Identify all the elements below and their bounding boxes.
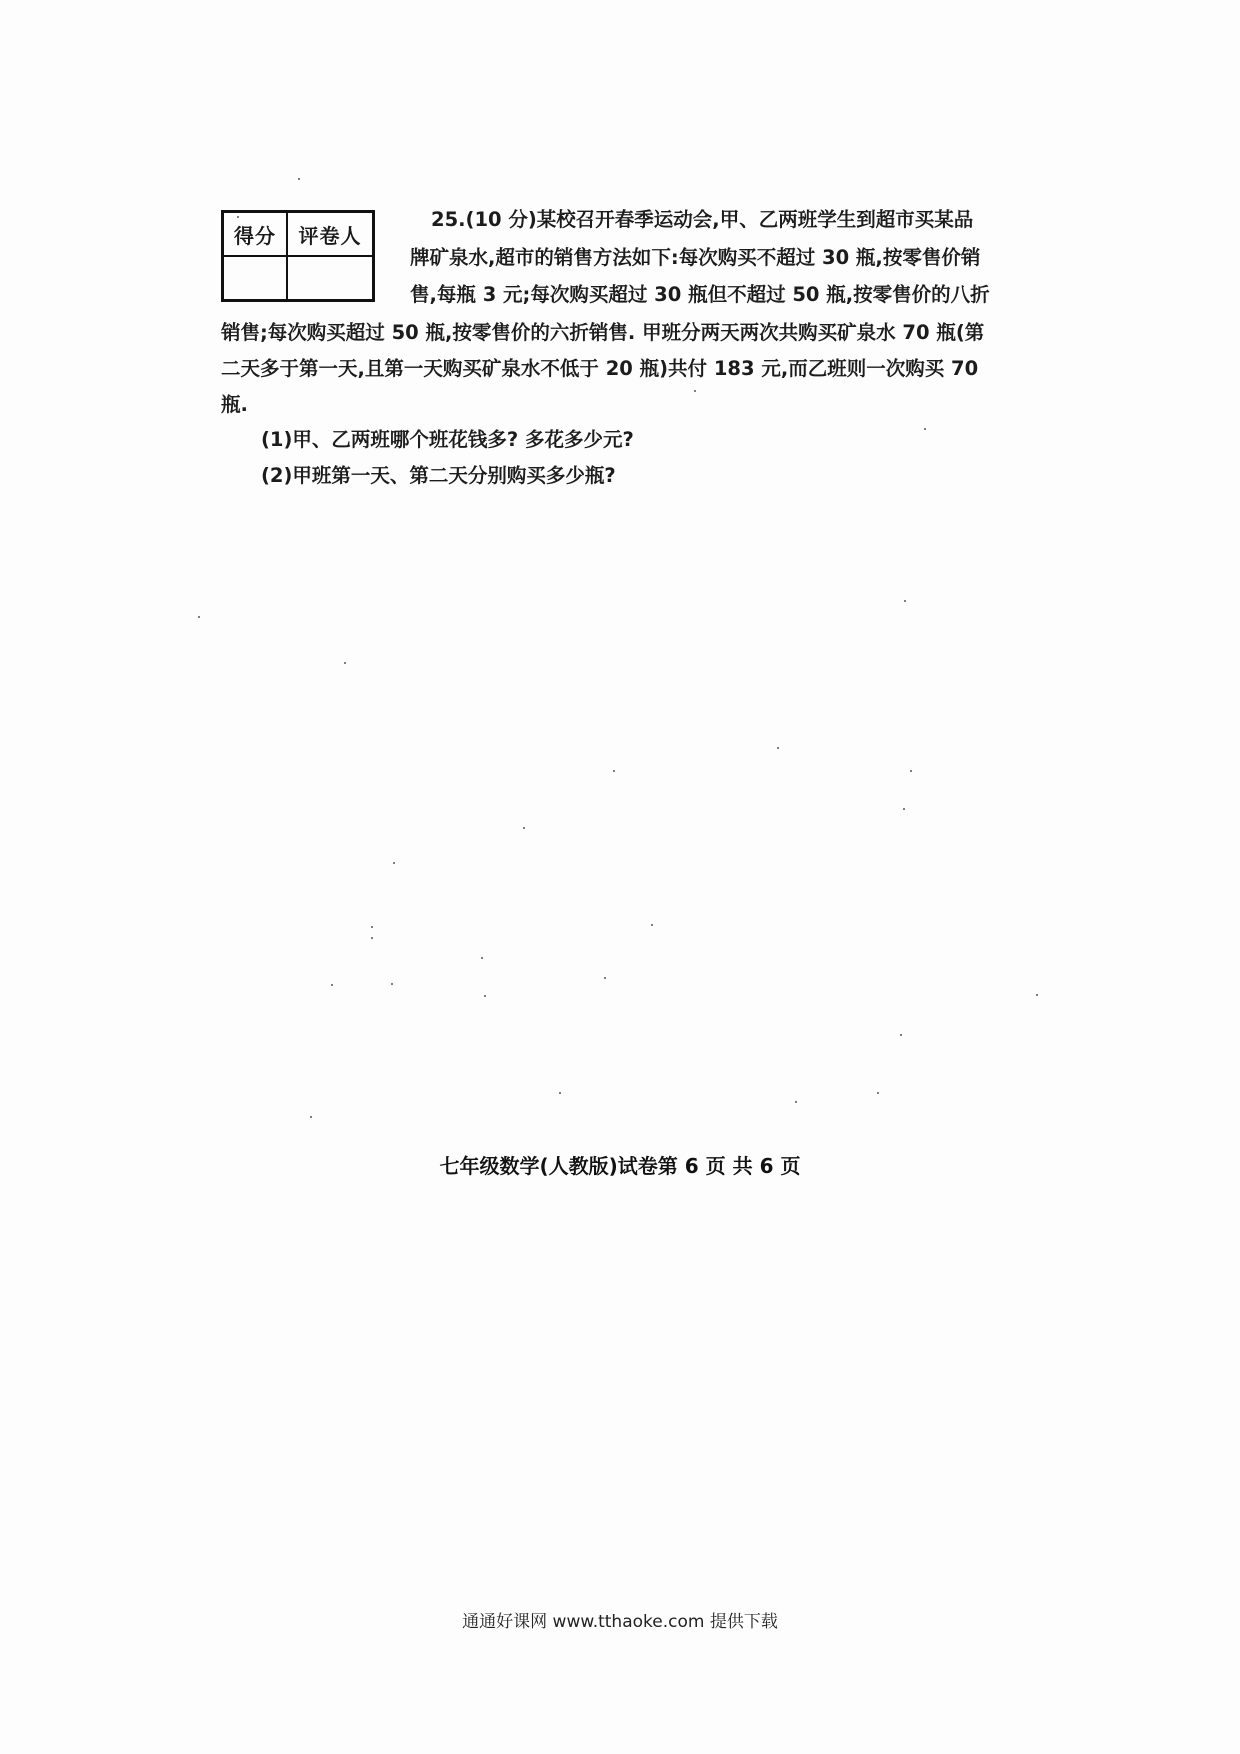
question-1: (1)甲、乙两班哪个班花钱多? 多花多少元?: [261, 428, 634, 451]
question-2: (2)甲班第一天、第二天分别购买多少瓶?: [261, 464, 616, 487]
problem-line-2: 牌矿泉水,超市的销售方法如下:每次购买不超过 30 瓶,按零售价销: [410, 246, 981, 269]
exam-page-footer: 七年级数学(人教版)试卷第 6 页 共 6 页: [439, 1154, 801, 1178]
scan-speck: [900, 1034, 902, 1036]
problem-line-5: 二天多于第一天,且第一天购买矿泉水不低于 20 瓶)共付 183 元,而乙班则一次购买 70: [221, 357, 979, 380]
scan-speck: [559, 1092, 561, 1094]
scan-speck: [371, 926, 373, 928]
problem-line-3: 售,每瓶 3 元;每次购买超过 30 瓶但不超过 50 瓶,按零售价的八折: [410, 283, 990, 306]
grader-header: 评卷人: [288, 213, 372, 257]
scan-speck: [795, 1101, 797, 1103]
scan-speck: [777, 747, 779, 749]
score-header: 得分: [224, 213, 288, 257]
score-table: [221, 210, 375, 302]
scan-speck: [310, 1116, 312, 1118]
problem-line-6: 瓶.: [221, 393, 248, 416]
scan-speck: [651, 924, 653, 926]
site-footer: 通通好课网 www.tthaoke.com 提供下载: [462, 1612, 778, 1632]
scan-speck: [331, 984, 333, 986]
scan-speck: [391, 983, 393, 985]
grader-cell: [288, 257, 372, 299]
scan-speck: [371, 937, 373, 939]
scan-speck: [1036, 994, 1038, 996]
scan-speck: [484, 995, 486, 997]
scan-speck: [198, 616, 200, 618]
problem-line-4: 销售;每次购买超过 50 瓶,按零售价的六折销售. 甲班分两天两次共购买矿泉水 70 瓶(第: [221, 321, 985, 344]
scan-speck: [237, 216, 239, 218]
scan-speck: [694, 390, 696, 392]
problem-line-1: 25.(10 分)某校召开春季运动会,甲、乙两班学生到超市买某品: [431, 208, 974, 231]
scan-speck: [604, 977, 606, 979]
scan-speck: [613, 770, 615, 772]
scan-speck: [910, 770, 912, 772]
scan-speck: [924, 428, 926, 430]
scan-speck: [523, 827, 525, 829]
scan-speck: [481, 957, 483, 959]
scan-speck: [904, 600, 906, 602]
scan-speck: [344, 662, 346, 664]
scan-speck: [877, 1092, 879, 1094]
scan-speck: [393, 862, 395, 864]
scan-speck: [298, 178, 300, 180]
score-cell: [224, 257, 288, 299]
scan-speck: [903, 808, 905, 810]
